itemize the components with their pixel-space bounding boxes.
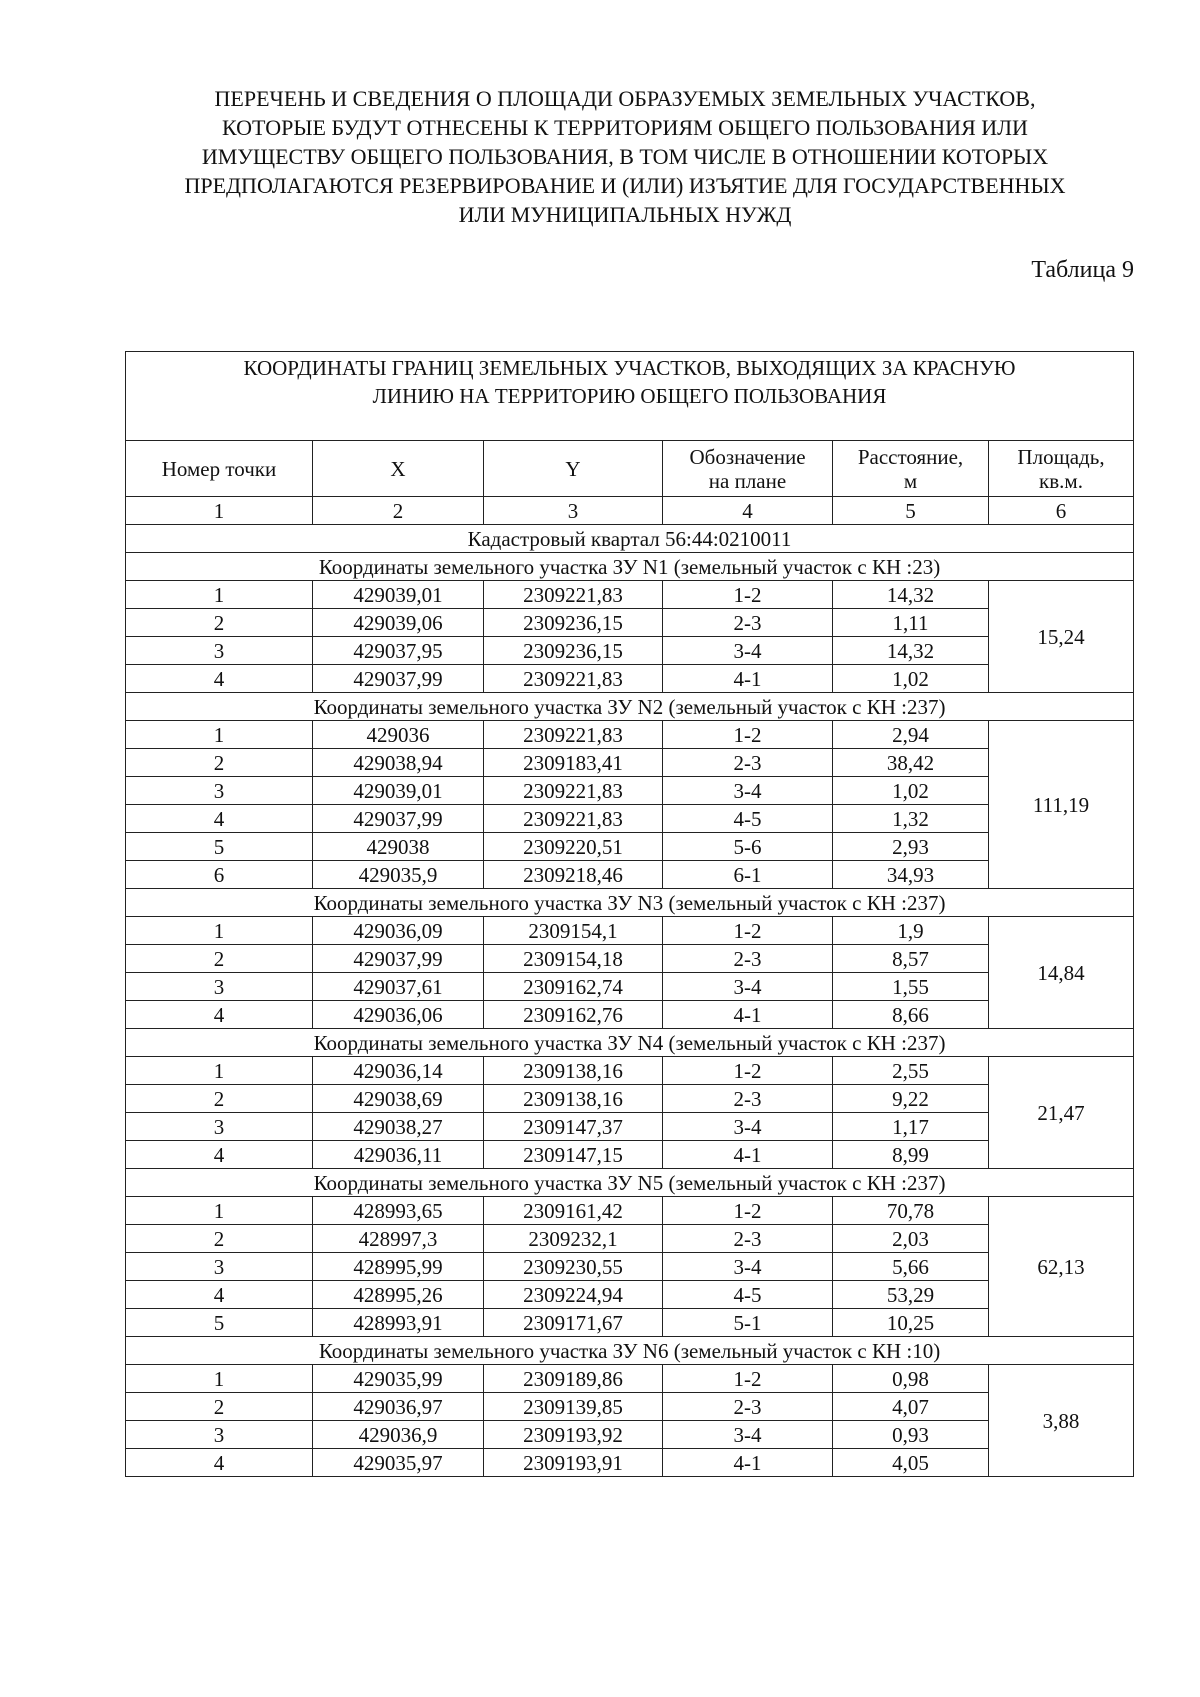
y-coordinate-cell: 2309221,83 xyxy=(484,581,663,609)
point-number-cell: 1 xyxy=(126,917,313,945)
x-coordinate-cell: 429037,95 xyxy=(313,637,484,665)
distance-cell: 2,93 xyxy=(833,833,989,861)
segment-designation-cell: 4-5 xyxy=(663,1281,833,1309)
point-number-cell: 1 xyxy=(126,1197,313,1225)
x-coordinate-cell: 429038 xyxy=(313,833,484,861)
distance-cell: 10,25 xyxy=(833,1309,989,1337)
segment-designation-cell: 4-1 xyxy=(663,1001,833,1029)
table-row xyxy=(126,749,1134,777)
y-coordinate-cell: 2309232,1 xyxy=(484,1225,663,1253)
distance-cell: 8,66 xyxy=(833,1001,989,1029)
table-number-label: Таблица 9 xyxy=(1031,257,1134,283)
distance-cell: 1,02 xyxy=(833,665,989,693)
column-number: 6 xyxy=(989,497,1134,525)
column-header-text: Y xyxy=(565,456,581,481)
distance-cell: 14,32 xyxy=(833,581,989,609)
column-number: 1 xyxy=(126,497,313,525)
y-coordinate-cell: 2309171,67 xyxy=(484,1309,663,1337)
title-line: ПРЕДПОЛАГАЮТСЯ РЕЗЕРВИРОВАНИЕ И (ИЛИ) ИЗЪЯТИЕ ДЛЯ ГОСУДАРСТВЕННЫХ xyxy=(184,173,1066,198)
x-coordinate-cell: 429037,99 xyxy=(313,805,484,833)
distance-cell: 1,11 xyxy=(833,609,989,637)
segment-designation-cell: 2-3 xyxy=(663,1085,833,1113)
y-coordinate-cell: 2309161,42 xyxy=(484,1197,663,1225)
point-number-cell: 4 xyxy=(126,1001,313,1029)
x-coordinate-cell: 429038,27 xyxy=(313,1113,484,1141)
parcel-area-cell: 62,13 xyxy=(989,1197,1134,1337)
point-number-cell: 2 xyxy=(126,1085,313,1113)
y-coordinate-cell: 2309236,15 xyxy=(484,609,663,637)
distance-cell: 2,55 xyxy=(833,1057,989,1085)
x-coordinate-cell: 428997,3 xyxy=(313,1225,484,1253)
x-coordinate-cell: 429035,9 xyxy=(313,861,484,889)
segment-designation-cell: 4-5 xyxy=(663,805,833,833)
distance-cell: 4,07 xyxy=(833,1393,989,1421)
distance-cell: 1,32 xyxy=(833,805,989,833)
distance-cell: 0,93 xyxy=(833,1421,989,1449)
distance-cell: 53,29 xyxy=(833,1281,989,1309)
y-coordinate-cell: 2309224,94 xyxy=(484,1281,663,1309)
table-row xyxy=(126,581,1134,609)
segment-designation-cell: 2-3 xyxy=(663,945,833,973)
table-row xyxy=(126,609,1134,637)
segment-designation-cell: 1-2 xyxy=(663,581,833,609)
segment-designation-cell: 3-4 xyxy=(663,1113,833,1141)
table-row xyxy=(126,973,1134,1001)
title-line: КОТОРЫЕ БУДУТ ОТНЕСЕНЫ К ТЕРРИТОРИЯМ ОБЩЕГО ПОЛЬЗОВАНИЯ ИЛИ xyxy=(222,115,1028,140)
table-row xyxy=(126,917,1134,945)
y-coordinate-cell: 2309183,41 xyxy=(484,749,663,777)
segment-designation-cell: 4-1 xyxy=(663,1449,833,1477)
y-coordinate-cell: 2309138,16 xyxy=(484,1057,663,1085)
segment-designation-cell: 1-2 xyxy=(663,1057,833,1085)
column-header-row xyxy=(126,441,1134,497)
segment-designation-cell: 5-6 xyxy=(663,833,833,861)
y-coordinate-cell: 2309138,16 xyxy=(484,1085,663,1113)
title-line: ИЛИ МУНИЦИПАЛЬНЫХ НУЖД xyxy=(458,202,792,227)
x-coordinate-cell: 429039,06 xyxy=(313,609,484,637)
table-row xyxy=(126,1421,1134,1449)
parcel-title: Координаты земельного участка ЗУ N5 (земельный участок с КН :237) xyxy=(126,1169,1134,1197)
point-number-cell: 4 xyxy=(126,1281,313,1309)
column-header-distance xyxy=(833,441,989,497)
y-coordinate-cell: 2309230,55 xyxy=(484,1253,663,1281)
column-header-text: Расстояние, xyxy=(857,444,964,469)
point-number-cell: 4 xyxy=(126,1141,313,1169)
segment-designation-cell: 2-3 xyxy=(663,1393,833,1421)
table-row xyxy=(126,665,1134,693)
table-row xyxy=(126,1365,1134,1393)
table-row xyxy=(126,1197,1134,1225)
x-coordinate-cell: 429037,99 xyxy=(313,665,484,693)
x-coordinate-cell: 429036,14 xyxy=(313,1057,484,1085)
x-coordinate-cell: 429036,11 xyxy=(313,1141,484,1169)
cadastral-quarter: Кадастровый квартал 56:44:0210011 xyxy=(126,525,1134,553)
distance-cell: 1,55 xyxy=(833,973,989,1001)
table-row xyxy=(126,1057,1134,1085)
column-number: 2 xyxy=(313,497,484,525)
point-number-cell: 5 xyxy=(126,1309,313,1337)
column-header-text: м xyxy=(903,468,918,493)
segment-designation-cell: 3-4 xyxy=(663,973,833,1001)
distance-cell: 8,99 xyxy=(833,1141,989,1169)
y-coordinate-cell: 2309220,51 xyxy=(484,833,663,861)
table-row xyxy=(126,637,1134,665)
y-coordinate-cell: 2309162,76 xyxy=(484,1001,663,1029)
table-row xyxy=(126,1001,1134,1029)
x-coordinate-cell: 429036,97 xyxy=(313,1393,484,1421)
parcel-title-row xyxy=(126,889,1134,917)
segment-designation-cell: 3-4 xyxy=(663,637,833,665)
parcel-title-row xyxy=(126,693,1134,721)
segment-designation-cell: 1-2 xyxy=(663,721,833,749)
point-number-cell: 2 xyxy=(126,749,313,777)
y-coordinate-cell: 2309193,91 xyxy=(484,1449,663,1477)
segment-designation-cell: 1-2 xyxy=(663,1365,833,1393)
column-number: 3 xyxy=(484,497,663,525)
segment-designation-cell: 1-2 xyxy=(663,917,833,945)
distance-cell: 34,93 xyxy=(833,861,989,889)
table-row xyxy=(126,1253,1134,1281)
parcel-area-cell: 3,88 xyxy=(989,1365,1134,1477)
segment-designation-cell: 6-1 xyxy=(663,861,833,889)
table-heading-row xyxy=(126,352,1134,441)
segment-designation-cell: 5-1 xyxy=(663,1309,833,1337)
y-coordinate-cell: 2309154,1 xyxy=(484,917,663,945)
parcel-area-cell: 15,24 xyxy=(989,581,1134,693)
segment-designation-cell: 2-3 xyxy=(663,749,833,777)
point-number-cell: 3 xyxy=(126,1253,313,1281)
table-row xyxy=(126,945,1134,973)
point-number-cell: 1 xyxy=(126,1057,313,1085)
distance-cell: 1,9 xyxy=(833,917,989,945)
table-heading-line: КООРДИНАТЫ ГРАНИЦ ЗЕМЕЛЬНЫХ УЧАСТКОВ, ВЫХОДЯЩИХ ЗА КРАСНУЮ xyxy=(243,356,1016,380)
distance-cell: 1,02 xyxy=(833,777,989,805)
column-header-text: Номер точки xyxy=(161,456,277,481)
column-number-row xyxy=(126,497,1134,525)
table-row xyxy=(126,1141,1134,1169)
segment-designation-cell: 2-3 xyxy=(663,1225,833,1253)
point-number-cell: 1 xyxy=(126,1365,313,1393)
table-row xyxy=(126,1281,1134,1309)
point-number-cell: 3 xyxy=(126,1421,313,1449)
segment-designation-cell: 1-2 xyxy=(663,1197,833,1225)
parcel-title-row xyxy=(126,553,1134,581)
x-coordinate-cell: 429037,99 xyxy=(313,945,484,973)
table-row xyxy=(126,805,1134,833)
y-coordinate-cell: 2309139,85 xyxy=(484,1393,663,1421)
title-line: ПЕРЕЧЕНЬ И СВЕДЕНИЯ О ПЛОЩАДИ ОБРАЗУЕМЫХ ЗЕМЕЛЬНЫХ УЧАСТКОВ, xyxy=(214,86,1036,111)
column-header-designation xyxy=(663,441,833,497)
table-row xyxy=(126,861,1134,889)
x-coordinate-cell: 429036,09 xyxy=(313,917,484,945)
x-coordinate-cell: 428995,26 xyxy=(313,1281,484,1309)
point-number-cell: 3 xyxy=(126,637,313,665)
table-heading-line: ЛИНИЮ НА ТЕРРИТОРИЮ ОБЩЕГО ПОЛЬЗОВАНИЯ xyxy=(372,384,887,408)
parcel-title: Координаты земельного участка ЗУ N4 (земельный участок с КН :237) xyxy=(126,1029,1134,1057)
column-header-text: Обозначение xyxy=(689,444,806,469)
table-row xyxy=(126,1113,1134,1141)
distance-cell: 0,98 xyxy=(833,1365,989,1393)
point-number-cell: 5 xyxy=(126,833,313,861)
x-coordinate-cell: 429039,01 xyxy=(313,581,484,609)
point-number-cell: 3 xyxy=(126,777,313,805)
point-number-cell: 4 xyxy=(126,665,313,693)
parcel-title: Координаты земельного участка ЗУ N2 (земельный участок с КН :237) xyxy=(126,693,1134,721)
parcel-title-row xyxy=(126,1029,1134,1057)
segment-designation-cell: 3-4 xyxy=(663,777,833,805)
title-line: ИМУЩЕСТВУ ОБЩЕГО ПОЛЬЗОВАНИЯ, В ТОМ ЧИСЛЕ В ОТНОШЕНИИ КОТОРЫХ xyxy=(201,144,1049,169)
point-number-cell: 6 xyxy=(126,861,313,889)
x-coordinate-cell: 429035,99 xyxy=(313,1365,484,1393)
column-header-text: X xyxy=(390,456,406,481)
point-number-cell: 1 xyxy=(126,581,313,609)
y-coordinate-cell: 2309221,83 xyxy=(484,665,663,693)
table-row xyxy=(126,1309,1134,1337)
y-coordinate-cell: 2309221,83 xyxy=(484,721,663,749)
column-header-area xyxy=(989,441,1134,497)
table-row xyxy=(126,1393,1134,1421)
column-number: 5 xyxy=(833,497,989,525)
x-coordinate-cell: 429036,9 xyxy=(313,1421,484,1449)
x-coordinate-cell: 428993,65 xyxy=(313,1197,484,1225)
column-header-text: кв.м. xyxy=(1039,468,1083,493)
y-coordinate-cell: 2309221,83 xyxy=(484,777,663,805)
parcel-area-cell: 21,47 xyxy=(989,1057,1134,1169)
y-coordinate-cell: 2309162,74 xyxy=(484,973,663,1001)
x-coordinate-cell: 429037,61 xyxy=(313,973,484,1001)
point-number-cell: 4 xyxy=(126,1449,313,1477)
parcel-title: Координаты земельного участка ЗУ N3 (земельный участок с КН :237) xyxy=(126,889,1134,917)
y-coordinate-cell: 2309218,46 xyxy=(484,861,663,889)
table-row xyxy=(126,721,1134,749)
distance-cell: 14,32 xyxy=(833,637,989,665)
segment-designation-cell: 4-1 xyxy=(663,1141,833,1169)
distance-cell: 70,78 xyxy=(833,1197,989,1225)
segment-designation-cell: 3-4 xyxy=(663,1421,833,1449)
x-coordinate-cell: 429036 xyxy=(313,721,484,749)
table-row xyxy=(126,833,1134,861)
y-coordinate-cell: 2309236,15 xyxy=(484,637,663,665)
column-header-text: Площадь, xyxy=(1017,444,1105,469)
parcel-title-row xyxy=(126,1169,1134,1197)
distance-cell: 9,22 xyxy=(833,1085,989,1113)
distance-cell: 38,42 xyxy=(833,749,989,777)
point-number-cell: 3 xyxy=(126,973,313,1001)
segment-designation-cell: 4-1 xyxy=(663,665,833,693)
distance-cell: 2,03 xyxy=(833,1225,989,1253)
point-number-cell: 3 xyxy=(126,1113,313,1141)
point-number-cell: 2 xyxy=(126,1225,313,1253)
column-header-point xyxy=(126,441,313,497)
point-number-cell: 4 xyxy=(126,805,313,833)
table-row xyxy=(126,1225,1134,1253)
x-coordinate-cell: 429038,69 xyxy=(313,1085,484,1113)
table-row xyxy=(126,1449,1134,1477)
coordinates-table xyxy=(125,351,1134,1477)
column-header-y xyxy=(484,441,663,497)
x-coordinate-cell: 428995,99 xyxy=(313,1253,484,1281)
distance-cell: 2,94 xyxy=(833,721,989,749)
y-coordinate-cell: 2309147,37 xyxy=(484,1113,663,1141)
point-number-cell: 2 xyxy=(126,945,313,973)
distance-cell: 4,05 xyxy=(833,1449,989,1477)
column-header-x xyxy=(313,441,484,497)
y-coordinate-cell: 2309189,86 xyxy=(484,1365,663,1393)
parcel-title-row xyxy=(126,1337,1134,1365)
parcel-title: Координаты земельного участка ЗУ N1 (земельный участок с КН :23) xyxy=(126,553,1134,581)
x-coordinate-cell: 429036,06 xyxy=(313,1001,484,1029)
coordinates-table-body xyxy=(126,352,1134,1477)
column-number: 4 xyxy=(663,497,833,525)
parcel-area-cell: 14,84 xyxy=(989,917,1134,1029)
distance-cell: 8,57 xyxy=(833,945,989,973)
y-coordinate-cell: 2309154,18 xyxy=(484,945,663,973)
segment-designation-cell: 3-4 xyxy=(663,1253,833,1281)
distance-cell: 5,66 xyxy=(833,1253,989,1281)
parcel-title: Координаты земельного участка ЗУ N6 (земельный участок с КН :10) xyxy=(126,1337,1134,1365)
y-coordinate-cell: 2309147,15 xyxy=(484,1141,663,1169)
table-row xyxy=(126,777,1134,805)
table-row xyxy=(126,1085,1134,1113)
x-coordinate-cell: 429039,01 xyxy=(313,777,484,805)
table-heading xyxy=(126,352,1134,441)
cadastral-quarter-row xyxy=(126,525,1134,553)
x-coordinate-cell: 429038,94 xyxy=(313,749,484,777)
point-number-cell: 2 xyxy=(126,609,313,637)
x-coordinate-cell: 429035,97 xyxy=(313,1449,484,1477)
y-coordinate-cell: 2309193,92 xyxy=(484,1421,663,1449)
document-title xyxy=(120,84,1130,229)
column-header-text: на плане xyxy=(708,468,787,493)
point-number-cell: 1 xyxy=(126,721,313,749)
segment-designation-cell: 2-3 xyxy=(663,609,833,637)
parcel-area-cell: 111,19 xyxy=(989,721,1134,889)
y-coordinate-cell: 2309221,83 xyxy=(484,805,663,833)
point-number-cell: 2 xyxy=(126,1393,313,1421)
distance-cell: 1,17 xyxy=(833,1113,989,1141)
x-coordinate-cell: 428993,91 xyxy=(313,1309,484,1337)
